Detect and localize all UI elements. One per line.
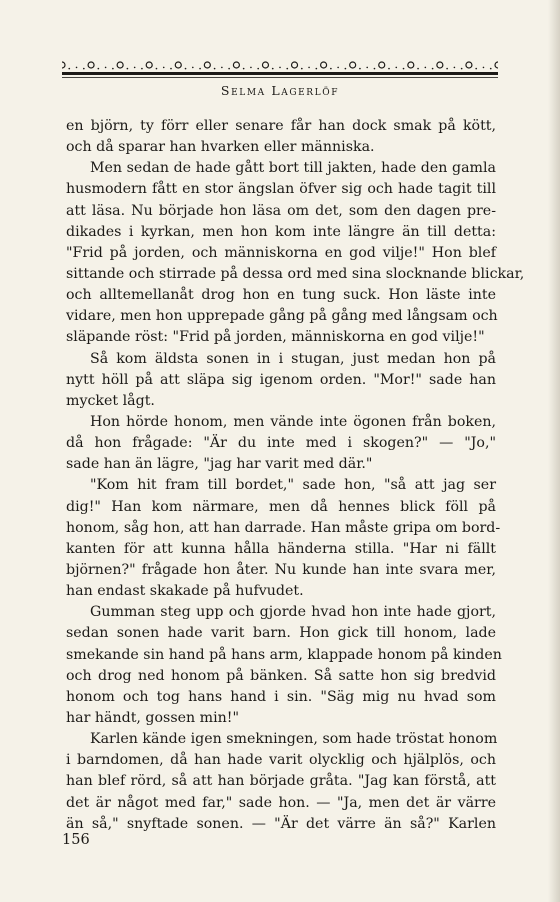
text-line: sittande och stirrade på dessa ord med sina slocknande blickar, bbox=[66, 265, 525, 282]
ornament-dot bbox=[279, 67, 281, 69]
ornament-dot bbox=[308, 67, 310, 69]
ornament-dot bbox=[221, 67, 223, 69]
text-line: Karlen kände igen smekningen, som hade tröstat honom bbox=[90, 731, 498, 748]
ornament-loop bbox=[88, 62, 94, 68]
text-line: mycket lågt. bbox=[66, 392, 155, 409]
page-number: 156 bbox=[62, 832, 90, 848]
ornament-dot bbox=[337, 67, 339, 69]
ornament-loop bbox=[262, 62, 268, 68]
text-line: Gumman steg upp och gjorde hvad hon inte hade gjort, bbox=[90, 604, 496, 621]
text-line: en björn, ty förr eller senare får han dock smak på kött, bbox=[66, 118, 496, 134]
text-line: han endast skakade på hufvudet. bbox=[66, 583, 304, 600]
text-line: dikades i kyrkan, men hon kom inte längre än till detta: bbox=[66, 223, 496, 240]
text-line: Men sedan de hade gått bort till jakten, hade den gamla bbox=[90, 160, 496, 177]
ornament-loop bbox=[495, 62, 498, 68]
text-line: har händt, gossen min!" bbox=[66, 709, 240, 726]
text-line: "Frid på jorden, och människorna en god vilje!" Hon blef bbox=[66, 244, 496, 261]
text-line: sade han än lägre, "jag har varit med där." bbox=[66, 456, 373, 473]
ornament-dot bbox=[134, 67, 136, 69]
ornament-dot bbox=[112, 68, 114, 70]
ornament-dot bbox=[490, 68, 492, 70]
ornament-dot bbox=[403, 68, 405, 70]
ornament-loop bbox=[233, 62, 239, 68]
ornament-loop bbox=[437, 62, 443, 68]
ornament-loop bbox=[379, 62, 385, 68]
text-line: dig!" Han kom närmare, men då hennes blick föll på bbox=[66, 498, 496, 515]
ornament-dot bbox=[388, 68, 390, 70]
ornament-loop bbox=[321, 62, 327, 68]
ornament-loop bbox=[408, 62, 414, 68]
text-line: i barndomen, då han hade varit olycklig och hjälplös, och bbox=[66, 752, 496, 769]
ornament-loop bbox=[62, 62, 65, 68]
ornament-dot bbox=[185, 68, 187, 70]
ornament-dot bbox=[156, 68, 158, 70]
text-line: att läsa. Nu började hon läsa om det, som den dagen pre- bbox=[66, 202, 496, 219]
ornament-dot bbox=[105, 67, 107, 69]
ornament-dot bbox=[483, 67, 485, 69]
ornament-dot bbox=[395, 67, 397, 69]
text-line: och drog ned honom på bänken. Så satte hon sig bredvid bbox=[66, 667, 496, 684]
ornament-dot bbox=[345, 68, 347, 70]
text-line: kanten för att kunna hålla händerna stilla. "Har ni fällt bbox=[66, 540, 496, 557]
text-line: än så," snyftade sonen. — "Är det värre än så?" Karlen bbox=[66, 815, 496, 832]
text-line: och då sparar han hvarken eller människa. bbox=[66, 139, 375, 156]
text-line: han blef rörd, så att han började gråta. "Jag kan förstå, att bbox=[66, 773, 496, 790]
ornament-loop bbox=[117, 62, 123, 68]
text-line: "Kom hit fram till bordet," sade hon, "så att jag ser bbox=[90, 477, 496, 494]
text-line: vidare, men hon upprepade gång på gång med långsam och bbox=[66, 308, 498, 325]
text-line: och alltemellanåt drog hon en tung suck. Hon läste inte bbox=[66, 287, 496, 304]
ornament-dot bbox=[257, 68, 259, 70]
ornament-dot bbox=[366, 67, 368, 69]
ornament-dot bbox=[454, 67, 456, 69]
ornament-dot bbox=[446, 68, 448, 70]
ornament-dot bbox=[214, 68, 216, 70]
text-line: sedan sonen hade varit barn. Hon gick till honom, lade bbox=[66, 625, 496, 642]
page-edge-shadow bbox=[548, 0, 560, 902]
text-line: husmodern fått en stor ängslan öfver sig och hade tagit till bbox=[66, 181, 496, 198]
ornament-dot bbox=[432, 68, 434, 70]
ornament-dot bbox=[425, 67, 427, 69]
running-header: Selma Lagerlöf bbox=[220, 83, 340, 98]
ornament-dot bbox=[127, 68, 129, 70]
ornament-dot bbox=[374, 68, 376, 70]
ornament-dot bbox=[417, 68, 419, 70]
ornament-loop bbox=[466, 62, 472, 68]
ornament-dot bbox=[98, 68, 100, 70]
ornament-dot bbox=[286, 68, 288, 70]
text-line: Så kom äldsta sonen in i stugan, just medan hon på bbox=[90, 350, 496, 367]
ornament-dot bbox=[243, 68, 245, 70]
ornament-loop bbox=[204, 62, 210, 68]
ornament-dot bbox=[475, 68, 477, 70]
text-line: Hon hörde honom, men vände inte ögonen från boken, bbox=[90, 413, 496, 430]
ornament-loop bbox=[146, 62, 152, 68]
text-line: då hon frågade: "Är du inte med i skogen?" — "Jo," bbox=[66, 435, 496, 452]
ornament-dot bbox=[228, 68, 230, 70]
ornament-loop bbox=[175, 62, 181, 68]
ornament-dot bbox=[163, 67, 165, 69]
header-ornament bbox=[62, 58, 498, 80]
ornament-dot bbox=[301, 68, 303, 70]
text-line: honom, såg hon, att han darrade. Han måste gripa om bord- bbox=[66, 519, 501, 536]
text-line: släpande röst: "Frid på jorden, människorna en god vilje!" bbox=[66, 329, 485, 346]
text-line: björnen?" frågade hon åter. Nu kunde han inte svara mer, bbox=[66, 561, 496, 578]
ornament-dot bbox=[170, 68, 172, 70]
body-text bbox=[66, 116, 525, 835]
ornament-dot bbox=[83, 68, 85, 70]
ornament-dot bbox=[359, 68, 361, 70]
ornament-dot bbox=[272, 68, 274, 70]
ornament-loop bbox=[292, 62, 298, 68]
ornament-dot bbox=[250, 67, 252, 69]
ornament-dot bbox=[199, 68, 201, 70]
text-line: nytt höll på att släpa sig igenom orden. "Mor!" sade han bbox=[66, 371, 496, 388]
ornament-dot bbox=[192, 67, 194, 69]
ornament-dot bbox=[316, 68, 318, 70]
ornament-loop bbox=[350, 62, 356, 68]
ornament-rule-thick bbox=[62, 72, 498, 75]
text-line: honom och tog hans hand i sin. "Säg mig nu hvad som bbox=[66, 688, 496, 705]
ornament-dot bbox=[330, 68, 332, 70]
ornament-dot bbox=[76, 67, 78, 69]
ornament-dot bbox=[461, 68, 463, 70]
ornament-rule-thin bbox=[62, 77, 498, 78]
ornament-dot bbox=[68, 68, 70, 70]
text-line: smekande sin hand på hans arm, klappade honom på kinden bbox=[66, 646, 502, 663]
ornament-dot bbox=[141, 68, 143, 70]
text-line: det är något med far," sade hon. — "Ja, men det är värre bbox=[66, 794, 496, 811]
